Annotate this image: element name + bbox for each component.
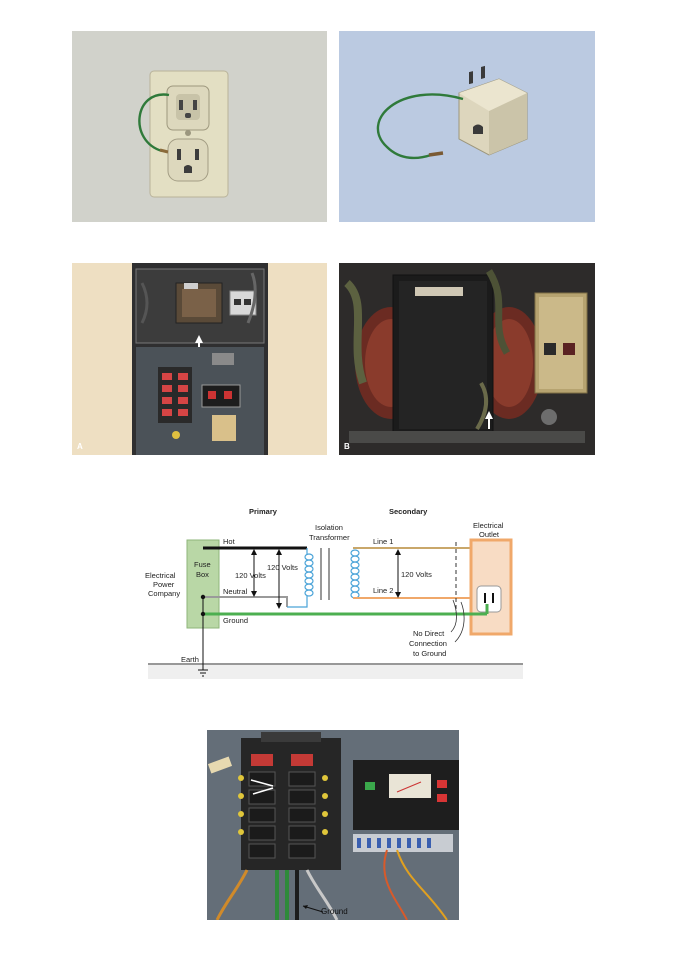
adapter-illustration	[339, 31, 595, 222]
photo-breaker-panel	[207, 730, 459, 920]
label-120v-2: 120 Volts	[267, 563, 298, 572]
label-120v-1: 120 Volts	[235, 571, 266, 580]
label-line1: Line 1	[373, 537, 394, 546]
isolation-transformer-diagram	[143, 500, 528, 680]
label-no-direct-1: No Direct	[413, 629, 445, 638]
label-120v-3: 120 Volts	[401, 570, 432, 579]
primary-coil	[287, 548, 313, 607]
label-power-1: Electrical	[145, 571, 176, 580]
label-isolation: Isolation	[315, 523, 343, 532]
photo-wall-outlet	[72, 31, 327, 222]
transformer-illustration	[339, 263, 595, 455]
label-power-2: Power	[153, 580, 175, 589]
panel-label-b: B	[344, 442, 350, 451]
label-hot: Hot	[223, 537, 235, 546]
outlet-receptacle	[477, 586, 501, 612]
label-box: Box	[196, 570, 209, 579]
photo-grounding-adapter	[339, 31, 595, 222]
label-outlet-2: Outlet	[479, 530, 500, 539]
breaker-panel-illustration	[207, 730, 459, 920]
photo-panel-box-a	[72, 263, 327, 455]
secondary-coil	[351, 550, 359, 598]
panel-label-a: A	[77, 442, 83, 451]
label-ground-photo: Ground	[321, 907, 348, 916]
label-earth: Earth	[181, 655, 199, 664]
label-no-direct-2: Connection	[409, 639, 447, 648]
label-fuse: Fuse	[194, 560, 211, 569]
wall-outlet-illustration	[72, 31, 327, 222]
label-neutral: Neutral	[223, 587, 248, 596]
label-no-direct-3: to Ground	[413, 649, 447, 658]
label-outlet-1: Electrical	[473, 521, 504, 530]
label-ground: Ground	[223, 616, 249, 625]
panel-box-illustration	[72, 263, 327, 455]
label-power-3: Company	[148, 589, 181, 598]
label-line2: Line 2	[373, 586, 394, 595]
heading-secondary: Secondary	[389, 507, 428, 516]
heading-primary: Primary	[249, 507, 277, 516]
label-transformer: Transformer	[309, 533, 350, 542]
photo-transformer-closeup-b	[339, 263, 595, 455]
